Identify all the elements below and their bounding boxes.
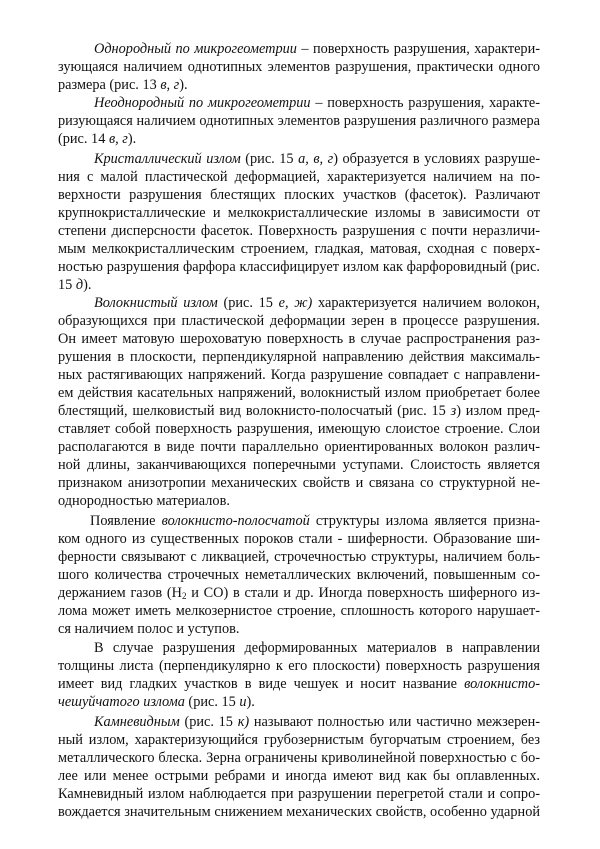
paragraph-line: ферности связывают с ликвацией, строчечностью структуры, наличием боль- bbox=[58, 549, 540, 565]
paragraph-line: толщины листа (перпендикулярно к его плоскости) поверхность разрушения bbox=[58, 658, 540, 674]
paragraph-line: ем действия касательных напряжений, волокнистый излом приобретает более bbox=[58, 385, 540, 401]
paragraph-line: ставляет собой поверхность разрушения, имеющую слоистое строение. Слои bbox=[58, 421, 540, 437]
paragraph-line: Однородный по микрогеометрии – поверхность разрушения, характери- bbox=[94, 41, 540, 57]
paragraph-line: рушения в плоскости, перпендикулярной направлению действия максималь- bbox=[58, 349, 540, 365]
paragraph-line: располагаются в виде почти параллельно ориентированных волокон различ- bbox=[58, 439, 540, 455]
paragraph-line: крупнокристаллические и мелкокристаллические изломы в зависимости от bbox=[58, 205, 540, 221]
paragraph-line: чешуйчатого излома (рис. 15 и). bbox=[58, 694, 255, 710]
paragraph-line: Он имеет матовую шероховатую поверхность в случае распространения раз- bbox=[58, 331, 540, 347]
paragraph-line: лее или менее острыми ребрами и иногда имеют вид как бы оплавленных. bbox=[58, 768, 540, 784]
paragraph-line: степени дисперсности фасеток. Поверхность разрушения с почти неразличи- bbox=[58, 223, 540, 239]
paragraph-line: держанием газов ($H_2$ и CO) в стали и др. Иногда поверхность шиферного из- bbox=[58, 585, 540, 601]
paragraph-line: ностью разрушения фарфора классифицирует излом как фарфоровидный (рис. bbox=[58, 259, 540, 275]
paragraph-line: ный излом, характеризующийся грубозернистым бугорчатым строением, без bbox=[58, 732, 540, 748]
paragraph-line: ния с малой пластической деформацией, характеризуется наличием на по- bbox=[58, 169, 540, 185]
paragraph-line: Кристаллический излом (рис. 15 а, в, г) образуется в условиях разруше- bbox=[94, 151, 540, 167]
paragraph-line: вождается значительным снижением механических свойств, особенно ударной bbox=[58, 804, 540, 820]
paragraph-line: Камневидным (рис. 15 к) называют полностью или частично межзерен- bbox=[94, 714, 540, 730]
paragraph-line: ной длины, заканчивающихся поперечными уступами. Слоистость является bbox=[58, 457, 540, 473]
paragraph-line: Камневидный излом наблюдается при разрушении перегретой стали и сопро- bbox=[58, 786, 540, 802]
paragraph-line: имеет вид гладких участков в виде чешуек и носит название волокнисто- bbox=[58, 676, 540, 692]
paragraph-line: признаком анизотропии механических свойств и связана со структурной не- bbox=[58, 475, 540, 491]
paragraph-line: зующаяся наличием однотипных элементов разрушения, практически одного bbox=[58, 59, 540, 75]
paragraph-line: мым мелкокристаллическим строением, гладкая, матовая, сходная с поверх- bbox=[58, 241, 540, 257]
paragraph-line: Неоднородный по микрогеометрии – поверхность разрушения, характе- bbox=[94, 95, 541, 111]
paragraph-line: однородностью материалов. bbox=[58, 493, 230, 509]
paragraph-line: ризующаяся наличием однотипных элементов разрушения различного размера bbox=[58, 113, 540, 129]
paragraph-line: шого количества строчечных неметаллических включений, повышенным со- bbox=[58, 567, 540, 583]
paragraph-line: размера (рис. 13 в, г). bbox=[58, 77, 188, 93]
paragraph-line: Волокнистый излом (рис. 15 е, ж) характеризуется наличием волокон, bbox=[94, 295, 541, 311]
paragraph-line: В случае разрушения деформированных материалов в направлении bbox=[94, 640, 540, 656]
paragraph-line: металлического блеска. Зерна ограничены криволинейной поверхностью с бо- bbox=[58, 750, 540, 766]
paragraph-line: (рис. 14 в, г). bbox=[58, 131, 137, 147]
paragraph-line: верхности разрушения блестящих плоских участков (фасеток). Различают bbox=[58, 187, 540, 203]
paragraph-line: ком одного из существенных пороков стали - шиферности. Образование ши- bbox=[58, 531, 540, 547]
paragraph-line: образующихся при пластической деформации зерен в процессе разрушения. bbox=[58, 313, 540, 329]
paragraph-line: ся наличием полос и уступов. bbox=[58, 621, 240, 637]
paragraph-line: ных растягивающих напряжений. Когда разрушение совпадает с направлени- bbox=[58, 367, 540, 383]
paragraph-line: блестящий, шелковистый вид волокнисто-полосчатый (рис. 15 з) излом пред- bbox=[58, 403, 540, 419]
paragraph-line: Появление волокнисто-полосчатой структуры излома является призна- bbox=[90, 513, 540, 529]
paragraph-line: лома может иметь мелкозернистое строение, сплошность которого нарушает- bbox=[58, 603, 540, 619]
paragraph-line: 15 д). bbox=[58, 277, 92, 293]
